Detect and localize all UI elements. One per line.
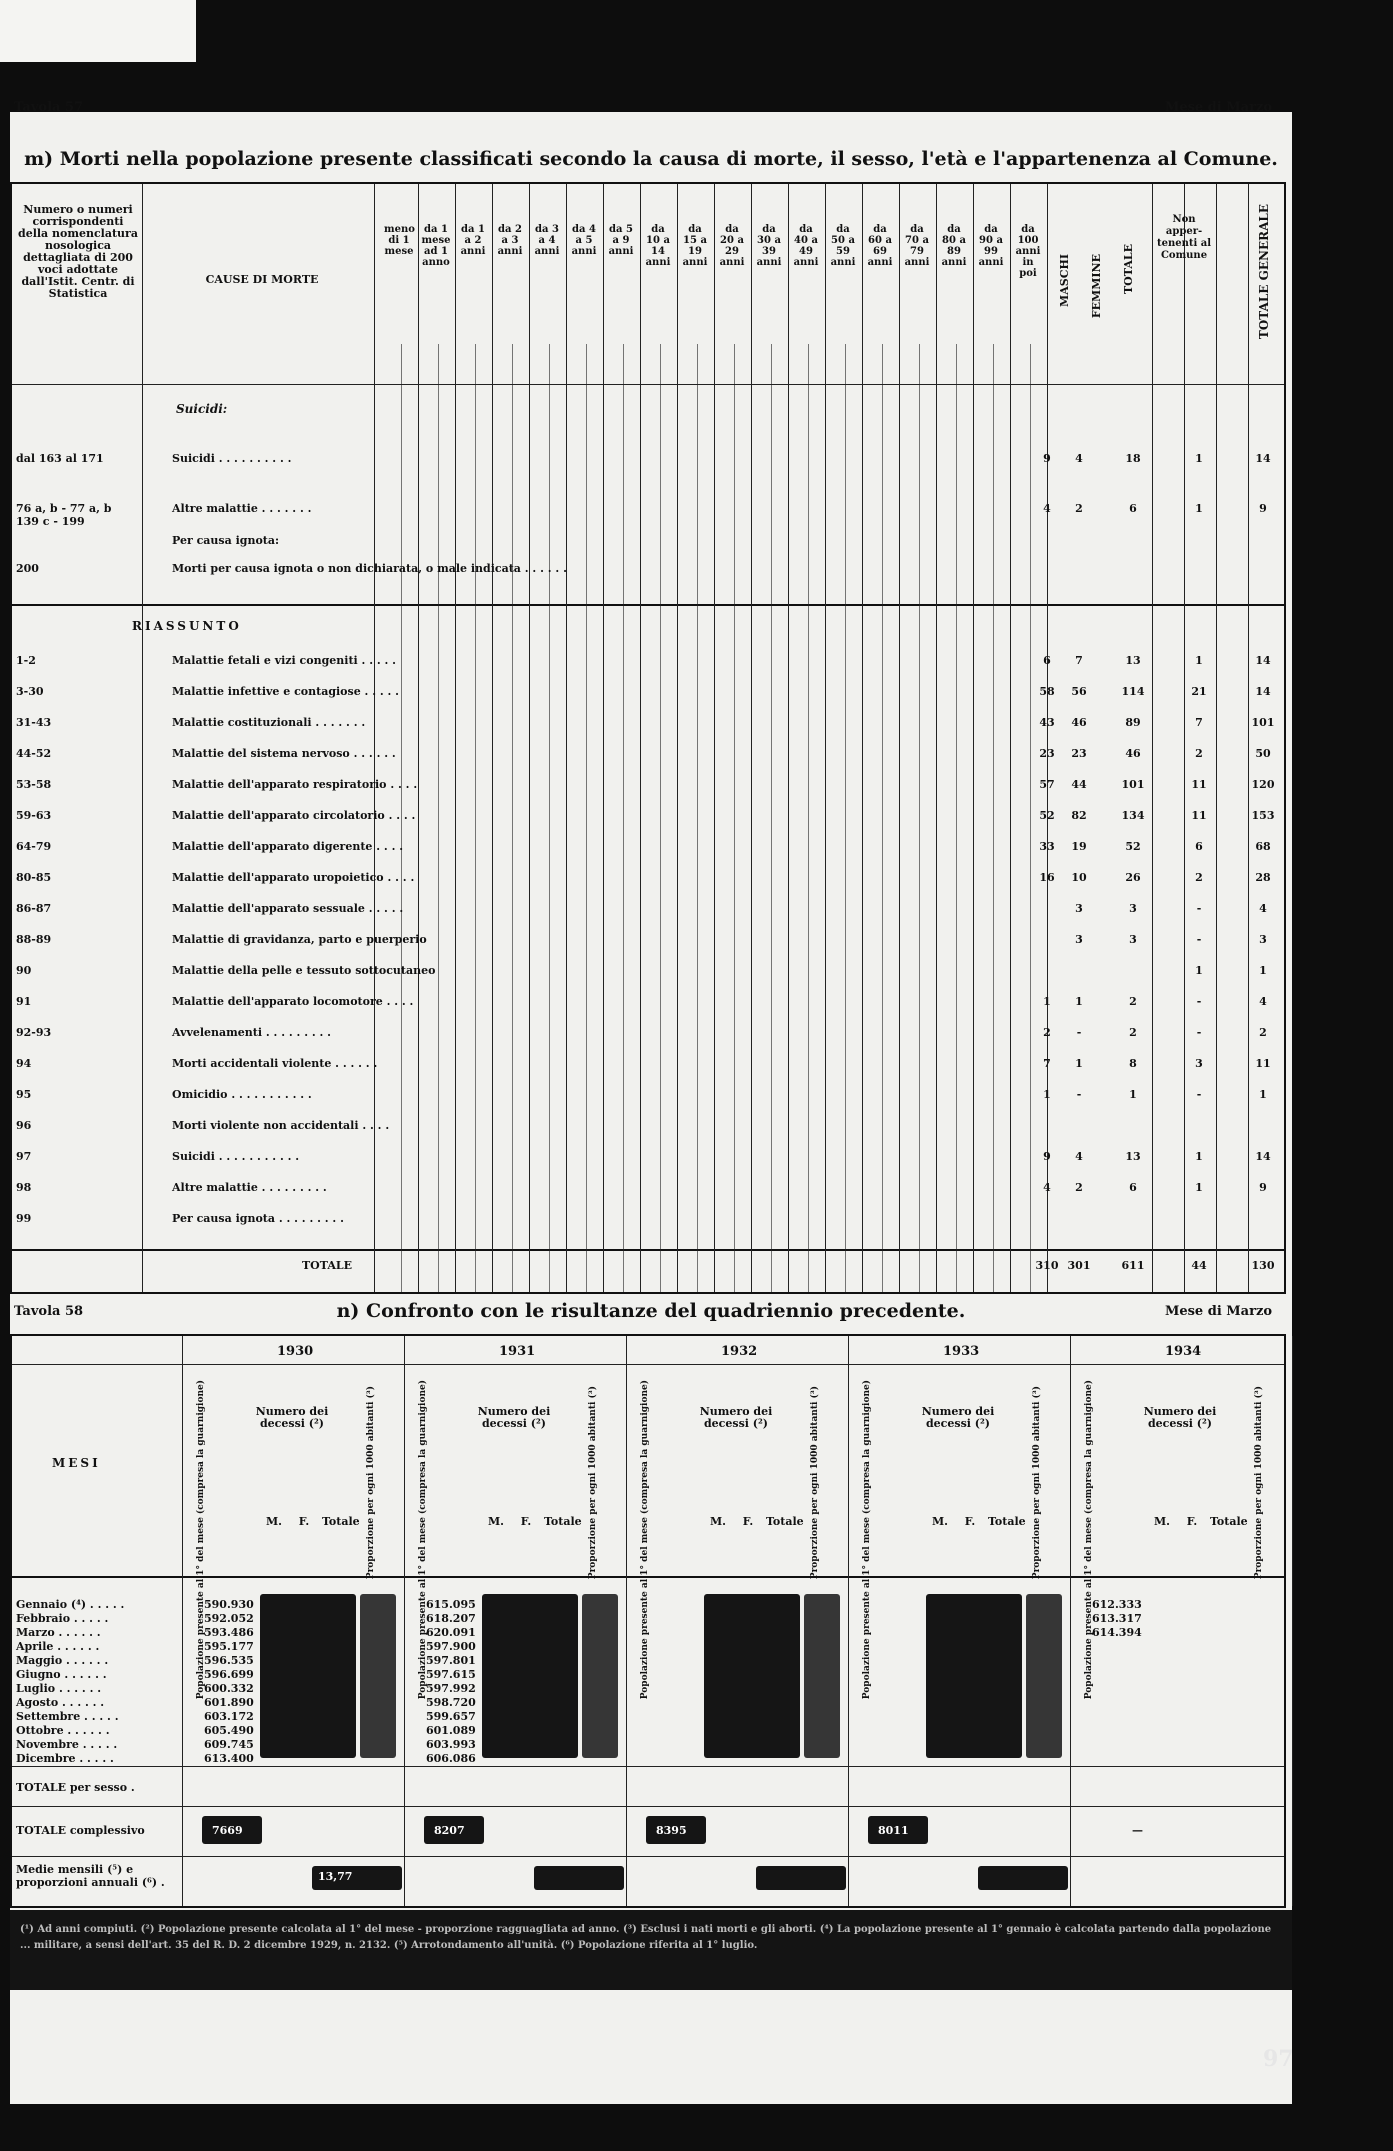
table-row	[12, 1181, 1284, 1206]
table-row	[12, 685, 1284, 710]
cell-f: 23	[1071, 747, 1087, 760]
cell-t: 13	[1125, 1150, 1141, 1163]
cell-code: 64-79	[16, 840, 52, 853]
year-label: 1930	[277, 1344, 314, 1359]
age-header: da 70 a 79 anni	[904, 224, 930, 268]
pop-header: Popolazione presente al 1° del mese (compresa la guarnigione)	[1084, 1380, 1094, 1700]
suicidi-heading: Suicidi:	[176, 402, 228, 416]
month-row: Agosto . . . . . .	[16, 1696, 105, 1709]
cell-code: 1-2	[16, 654, 36, 667]
table-row	[12, 534, 1284, 559]
cell-m: 4	[1043, 1181, 1051, 1194]
sub-m: M.	[931, 1515, 948, 1528]
section-n-title: n) Confronto con le risultanze del quadriennio precedente.	[336, 1300, 966, 1322]
year-label: 1933	[943, 1344, 980, 1359]
cell-code: 94	[16, 1057, 32, 1070]
cell-tg: 28	[1255, 871, 1271, 884]
cell-non: 1	[1195, 964, 1203, 977]
table-row	[12, 654, 1284, 679]
cell-code: 80-85	[16, 871, 52, 884]
totale-label: TOTALE	[302, 1259, 353, 1272]
cell-code: 59-63	[16, 809, 52, 822]
cell-t: 13	[1125, 654, 1141, 667]
sub-f: F.	[742, 1515, 754, 1528]
cell-non: -	[1196, 902, 1202, 915]
cell-code: 90	[16, 964, 32, 977]
population-cell: 614.394	[1092, 1626, 1142, 1639]
month-row: Gennaio (⁴) . . . . .	[16, 1598, 125, 1611]
cell-m: 9	[1043, 1150, 1051, 1163]
cell-code: 31-43	[16, 716, 52, 729]
cell-code: dal 163 al 171	[16, 452, 104, 465]
population-cell: 613.317	[1092, 1612, 1142, 1625]
cell-cause: Malattie dell'apparato respiratorio . . . .	[172, 778, 418, 791]
tavola-58-label: Tavola 58	[14, 1304, 84, 1319]
sub-m: M.	[487, 1515, 504, 1528]
cell-m: 7	[1043, 1057, 1051, 1070]
cell-cause: Per causa ignota . . . . . . . . .	[172, 1212, 344, 1225]
cell-code: 86-87	[16, 902, 52, 915]
population-cell: 595.177	[204, 1640, 254, 1653]
population-cell: 618.207	[426, 1612, 476, 1625]
population-cell: 615.095	[426, 1598, 476, 1611]
population-cell: 609.745	[204, 1738, 254, 1751]
cell-cause: Malattie del sistema nervoso . . . . . .	[172, 747, 396, 760]
sub-tot: Totale	[322, 1515, 360, 1528]
totale-per-sesso-label: TOTALE per sesso .	[16, 1781, 135, 1794]
age-header: da 80 a 89 anni	[941, 224, 967, 268]
age-header: da 100 anni in poi	[1015, 224, 1041, 279]
comparison-table	[10, 1334, 1286, 1908]
cell-non: -	[1196, 933, 1202, 946]
cell-f: -	[1076, 1026, 1082, 1039]
cell-code: 76 a, b - 77 a, b 139 c - 199	[16, 502, 112, 528]
totale-non: 44	[1191, 1259, 1207, 1272]
cell-cause: Altre malattie . . . . . . .	[172, 502, 312, 515]
cell-m: 4	[1043, 502, 1051, 515]
population-cell: 597.992	[426, 1682, 476, 1695]
non-appartenenti-header: Non apper- tenenti al Comune	[1156, 214, 1212, 261]
age-header: da 4 a 5 anni	[571, 224, 597, 257]
population-cell: 598.720	[426, 1696, 476, 1709]
cell-m: 57	[1039, 778, 1055, 791]
population-cell: 600.332	[204, 1682, 254, 1695]
population-cell: 612.333	[1092, 1598, 1142, 1611]
cell-m: 9	[1043, 452, 1051, 465]
cell-m: 52	[1039, 809, 1055, 822]
cell-code: 95	[16, 1088, 32, 1101]
cell-f: 10	[1071, 871, 1087, 884]
cell-non: 2	[1195, 871, 1203, 884]
age-header: da 60 a 69 anni	[867, 224, 893, 268]
totale-f: 301	[1067, 1259, 1091, 1272]
section-m-title: m) Morti nella popolazione presente classificati secondo la causa di morte, il sesso, l'età e l'appartenenza al Comune.	[24, 148, 1278, 170]
riassunto-heading: RIASSUNTO	[132, 619, 242, 633]
cell-tg: 68	[1255, 840, 1271, 853]
cell-t: 1	[1129, 1088, 1137, 1101]
age-header: da 10 a 14 anni	[645, 224, 671, 268]
cell-f: 3	[1075, 902, 1083, 915]
numero-header: Numero dei decessi (²)	[699, 1405, 773, 1430]
cell-f: 4	[1075, 1150, 1083, 1163]
table-row	[12, 502, 1284, 527]
table-row	[12, 840, 1284, 865]
totale-complessivo-label: TOTALE complessivo	[16, 1824, 145, 1837]
totale-tg: 130	[1251, 1259, 1275, 1272]
cell-tg: 4	[1259, 902, 1267, 915]
sub-f: F.	[520, 1515, 532, 1528]
table-row	[12, 964, 1284, 989]
cell-tg: 14	[1255, 685, 1271, 698]
cell-cause: Malattie infettive e contagiose . . . . .	[172, 685, 400, 698]
sub-f: F.	[298, 1515, 310, 1528]
cell-m: 23	[1039, 747, 1055, 760]
cell-non: -	[1196, 1026, 1202, 1039]
table-row	[12, 1057, 1284, 1082]
cell-code: 99	[16, 1212, 32, 1225]
age-header: da 3 a 4 anni	[534, 224, 560, 257]
media-1930: 13,77	[318, 1870, 353, 1883]
totale-t: 611	[1121, 1259, 1145, 1272]
population-cell: 603.993	[426, 1738, 476, 1751]
cell-f: 1	[1075, 995, 1083, 1008]
cell-non: -	[1196, 1088, 1202, 1101]
month-row: Giugno . . . . . .	[16, 1668, 107, 1681]
cell-t: 2	[1129, 995, 1137, 1008]
cell-tg: 153	[1251, 809, 1275, 822]
cell-non: 6	[1195, 840, 1203, 853]
month-row: Novembre . . . . .	[16, 1738, 118, 1751]
month-label: Mese di Marzo	[1164, 100, 1272, 115]
cell-code: 3-30	[16, 685, 44, 698]
cell-f: 82	[1071, 809, 1087, 822]
cell-tg: 14	[1255, 1150, 1271, 1163]
population-cell: 592.052	[204, 1612, 254, 1625]
footnote-text: (¹) Ad anni compiuti. (²) Popolazione presente calcolata al 1° del mese - proporzione ragguagliata ad anno. (³) Esclusi i nati morti e gli aborti. (⁴) La popolazione presente al 1° gennaio è calcolata partendo dalla popolazione ... militare, a sensi dell'art. 35 del R. D. 2 dicembre 1929, n. 2132. (⁵) Arrotondamento all'unità. (⁶) Popolazione riferita al 1° luglio.	[20, 1924, 1272, 1951]
tavola-58-month: Mese di Marzo	[1164, 1304, 1272, 1319]
numero-header: Numero dei decessi (²)	[1143, 1405, 1217, 1430]
table-row	[12, 747, 1284, 772]
cell-m: 16	[1039, 871, 1055, 884]
cell-tg: 9	[1259, 502, 1267, 515]
cell-cause: Morti violente non accidentali . . . .	[172, 1119, 390, 1132]
cell-tg: 3	[1259, 933, 1267, 946]
maschi-header: MASCHI	[1058, 254, 1071, 307]
cell-cause: Malattie della pelle e tessuto sottocutaneo	[172, 964, 436, 977]
totale-1931: 8207	[434, 1824, 465, 1837]
age-header: da 2 a 3 anni	[497, 224, 523, 257]
totale-generale-header: TOTALE GENERALE	[1257, 204, 1271, 340]
cell-t: 101	[1121, 778, 1145, 791]
cell-m: 1	[1043, 1088, 1051, 1101]
month-row: Settembre . . . . .	[16, 1710, 119, 1723]
month-row: Febbraio . . . . .	[16, 1612, 109, 1625]
cell-cause: Malattie di gravidanza, parto e puerperio	[172, 933, 427, 946]
totale-m: 310	[1035, 1259, 1059, 1272]
age-header: da 30 a 39 anni	[756, 224, 782, 268]
cell-non: 11	[1191, 778, 1207, 791]
cell-code: 97	[16, 1150, 32, 1163]
cell-f: 56	[1071, 685, 1087, 698]
cell-cause: Malattie dell'apparato locomotore . . . .	[172, 995, 414, 1008]
cell-t: 52	[1125, 840, 1141, 853]
cell-f: 1	[1075, 1057, 1083, 1070]
cell-tg: 11	[1255, 1057, 1271, 1070]
cell-tg: 50	[1255, 747, 1271, 760]
age-header: meno di 1 mese	[384, 224, 415, 257]
year-label: 1932	[721, 1344, 758, 1359]
prop-header: Proporzione per ogni 1000 abitanti (³)	[366, 1386, 376, 1580]
cell-cause: Avvelenamenti . . . . . . . . .	[172, 1026, 332, 1039]
year-label: 1931	[499, 1344, 536, 1359]
cell-t: 2	[1129, 1026, 1137, 1039]
cell-code: 92-93	[16, 1026, 52, 1039]
cell-non: 1	[1195, 654, 1203, 667]
numero-header: Numero dei decessi (²)	[921, 1405, 995, 1430]
cell-non: 1	[1195, 1150, 1203, 1163]
prop-header: Proporzione per ogni 1000 abitanti (³)	[810, 1386, 820, 1580]
cell-tg: 120	[1251, 778, 1275, 791]
tavola-57-label: Tavola 57	[14, 100, 84, 115]
month-row: Ottobre . . . . . .	[16, 1724, 110, 1737]
cell-cause: Malattie dell'apparato uropoietico . . . .	[172, 871, 415, 884]
cell-tg: 14	[1255, 452, 1271, 465]
month-row: Marzo . . . . . .	[16, 1626, 101, 1639]
cell-f: -	[1076, 1088, 1082, 1101]
population-cell: 597.801	[426, 1654, 476, 1667]
cell-tg: 4	[1259, 995, 1267, 1008]
sub-f: F.	[964, 1515, 976, 1528]
table-row	[12, 1026, 1284, 1051]
age-header: da 90 a 99 anni	[978, 224, 1004, 268]
cell-f: 2	[1075, 1181, 1083, 1194]
population-cell: 606.086	[426, 1752, 476, 1765]
cell-f: 3	[1075, 933, 1083, 946]
cell-cause: Per causa ignota:	[172, 534, 280, 547]
totale-row	[12, 1259, 1284, 1284]
sub-tot: Totale	[544, 1515, 582, 1528]
totale-1933: 8011	[878, 1824, 909, 1837]
population-cell: 597.615	[426, 1668, 476, 1681]
population-cell: 601.890	[204, 1696, 254, 1709]
cell-m: 33	[1039, 840, 1055, 853]
sub-m: M.	[265, 1515, 282, 1528]
cell-cause: Morti accidentali violente . . . . . .	[172, 1057, 378, 1070]
cell-code: 200	[16, 562, 39, 575]
cell-t: 8	[1129, 1057, 1137, 1070]
table-row	[12, 809, 1284, 834]
cell-cause: Malattie dell'apparato digerente . . . .	[172, 840, 404, 853]
cell-t: 46	[1125, 747, 1141, 760]
prop-header: Proporzione per ogni 1000 abitanti (³)	[588, 1386, 598, 1580]
cell-tg: 1	[1259, 1088, 1267, 1101]
cell-non: 1	[1195, 502, 1203, 515]
cell-cause: Malattie dell'apparato circolatorio . . . .	[172, 809, 416, 822]
sub-m: M.	[1153, 1515, 1170, 1528]
cell-non: 1	[1195, 452, 1203, 465]
cell-t: 26	[1125, 871, 1141, 884]
cell-t: 18	[1125, 452, 1141, 465]
cell-non: -	[1196, 995, 1202, 1008]
scan-corner	[0, 0, 196, 62]
population-cell: 601.089	[426, 1724, 476, 1737]
population-cell: 590.930	[204, 1598, 254, 1611]
cell-non: 11	[1191, 809, 1207, 822]
totale-1934: —	[1132, 1824, 1143, 1837]
pop-header: Popolazione presente al 1° del mese (compresa la guarnigione)	[196, 1380, 206, 1700]
numero-header: Numero dei decessi (²)	[255, 1405, 329, 1430]
cell-cause: Malattie fetali e vizi congeniti . . . . .	[172, 654, 397, 667]
totale-header: TOTALE	[1122, 244, 1135, 295]
cell-cause: Altre malattie . . . . . . . . .	[172, 1181, 327, 1194]
population-cell: 613.400	[204, 1752, 254, 1765]
table-row	[12, 995, 1284, 1020]
totale-1930: 7669	[212, 1824, 243, 1837]
age-header: da 5 a 9 anni	[608, 224, 634, 257]
cell-non: 2	[1195, 747, 1203, 760]
cell-code: 98	[16, 1181, 32, 1194]
deaths-table	[10, 182, 1286, 1294]
femmine-header: FEMMINE	[1090, 254, 1103, 319]
population-cell: 620.091	[426, 1626, 476, 1639]
cell-code: 53-58	[16, 778, 52, 791]
sub-f: F.	[1186, 1515, 1198, 1528]
year-label: 1934	[1165, 1344, 1202, 1359]
table-row	[12, 452, 1284, 477]
table-row	[12, 716, 1284, 741]
cell-t: 3	[1129, 933, 1137, 946]
sub-m: M.	[709, 1515, 726, 1528]
table-row	[12, 902, 1284, 927]
age-header: da 1 a 2 anni	[460, 224, 486, 257]
numero-header: Numero dei decessi (²)	[477, 1405, 551, 1430]
page-number: 97	[1263, 2046, 1294, 2072]
table-row	[12, 1088, 1284, 1113]
population-cell: 603.172	[204, 1710, 254, 1723]
cell-cause: Omicidio . . . . . . . . . . .	[172, 1088, 312, 1101]
sub-tot: Totale	[988, 1515, 1026, 1528]
cell-non: 21	[1191, 685, 1207, 698]
pop-header: Popolazione presente al 1° del mese (compresa la guarnigione)	[418, 1380, 428, 1700]
month-row: Luglio . . . . . .	[16, 1682, 102, 1695]
cell-non: 1	[1195, 1181, 1203, 1194]
age-header: da 15 a 19 anni	[682, 224, 708, 268]
population-cell: 593.486	[204, 1626, 254, 1639]
cell-cause: Malattie costituzionali . . . . . . .	[172, 716, 366, 729]
cell-code: 91	[16, 995, 32, 1008]
mesi-label: MESI	[52, 1456, 101, 1470]
table-row	[12, 1212, 1284, 1237]
cell-tg: 2	[1259, 1026, 1267, 1039]
table-row	[12, 1150, 1284, 1175]
cell-tg: 1	[1259, 964, 1267, 977]
cell-tg: 9	[1259, 1181, 1267, 1194]
table-row	[12, 562, 1284, 587]
pop-header: Popolazione presente al 1° del mese (compresa la guarnigione)	[862, 1380, 872, 1700]
population-cell: 597.900	[426, 1640, 476, 1653]
footnotes	[10, 1910, 1292, 1990]
table-row	[12, 871, 1284, 896]
month-row: Dicembre . . . . .	[16, 1752, 114, 1765]
cell-cause: Morti per causa ignota o non dichiarata, o male indicata . . . . . .	[172, 562, 567, 575]
table-row	[12, 1119, 1284, 1144]
table-row	[12, 933, 1284, 958]
population-cell: 596.699	[204, 1668, 254, 1681]
causes-header: CAUSE DI MORTE	[205, 273, 319, 286]
cell-tg: 101	[1251, 716, 1275, 729]
cell-code: 44-52	[16, 747, 52, 760]
prop-header: Proporzione per ogni 1000 abitanti (³)	[1254, 1386, 1264, 1580]
month-row: Maggio . . . . . .	[16, 1654, 109, 1667]
cell-m: 43	[1039, 716, 1055, 729]
cell-f: 4	[1075, 452, 1083, 465]
cell-cause: Malattie dell'apparato sessuale . . . . .	[172, 902, 404, 915]
population-cell: 599.657	[426, 1710, 476, 1723]
cell-f: 19	[1071, 840, 1087, 853]
sub-tot: Totale	[1210, 1515, 1248, 1528]
age-header: da 1 mese ad 1 anno	[421, 224, 451, 268]
age-header: da 50 a 59 anni	[830, 224, 856, 268]
table-row	[12, 778, 1284, 803]
cell-non: 7	[1195, 716, 1203, 729]
month-row: Aprile . . . . . .	[16, 1640, 100, 1653]
cell-non: 3	[1195, 1057, 1203, 1070]
cell-m: 58	[1039, 685, 1055, 698]
cell-cause: Suicidi . . . . . . . . . . .	[172, 1150, 300, 1163]
document-page	[10, 100, 1292, 2104]
cell-t: 3	[1129, 902, 1137, 915]
prop-header: Proporzione per ogni 1000 abitanti (³)	[1032, 1386, 1042, 1580]
age-header: da 40 a 49 anni	[793, 224, 819, 268]
cell-m: 2	[1043, 1026, 1051, 1039]
cell-code: 88-89	[16, 933, 52, 946]
cell-cause: Suicidi . . . . . . . . . .	[172, 452, 292, 465]
cell-t: 89	[1125, 716, 1141, 729]
cell-f: 44	[1071, 778, 1087, 791]
cell-tg: 14	[1255, 654, 1271, 667]
cell-f: 46	[1071, 716, 1087, 729]
cell-t: 134	[1121, 809, 1145, 822]
age-header: da 20 a 29 anni	[719, 224, 745, 268]
totale-1932: 8395	[656, 1824, 687, 1837]
cell-code: 96	[16, 1119, 32, 1132]
cell-f: 7	[1075, 654, 1083, 667]
cell-m: 6	[1043, 654, 1051, 667]
sub-tot: Totale	[766, 1515, 804, 1528]
medie-label: Medie mensili (⁵) e proporzioni annuali (⁶) .	[16, 1863, 165, 1889]
pop-header: Popolazione presente al 1° del mese (compresa la guarnigione)	[640, 1380, 650, 1700]
population-cell: 596.535	[204, 1654, 254, 1667]
codes-header: Numero o numeri corrispondenti della nomenclatura nosologica dettagliata di 200 voci adottate dall'Istit. Centr. di Statistica	[18, 203, 138, 300]
cell-t: 6	[1129, 1181, 1137, 1194]
cell-f: 2	[1075, 502, 1083, 515]
cell-m: 1	[1043, 995, 1051, 1008]
population-cell: 605.490	[204, 1724, 254, 1737]
cell-t: 6	[1129, 502, 1137, 515]
cell-t: 114	[1121, 685, 1145, 698]
